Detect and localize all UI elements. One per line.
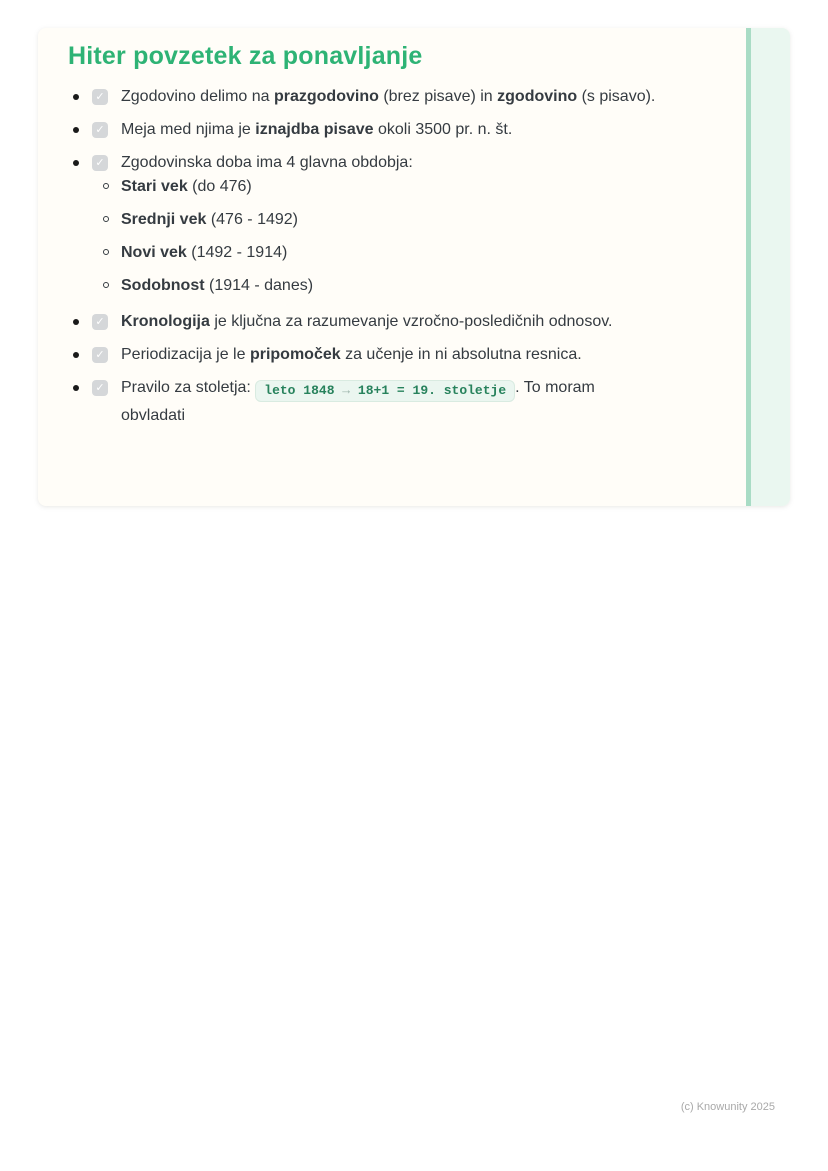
bullet-icon	[73, 352, 79, 358]
list-item	[95, 341, 663, 369]
summary-list	[95, 83, 700, 430]
inline-code: leto 1848 → 18+1 = 19. stoletje	[255, 380, 515, 402]
item-text: Pravilo za stoletja: leto 1848 → 18+1 = 19. stoletje . To moram obvladati	[121, 379, 595, 424]
item-text: Novi vek (1492 - 1914)	[121, 244, 288, 261]
checkbox-icon: ✓	[92, 347, 108, 363]
sub-list-item	[121, 206, 663, 234]
bullet-icon	[73, 160, 79, 166]
item-text: Stari vek (do 476)	[121, 178, 252, 195]
checkbox-icon: ✓	[92, 155, 108, 171]
sub-list-item	[121, 272, 663, 300]
circle-bullet-icon	[103, 249, 109, 255]
item-text: Srednji vek (476 - 1492)	[121, 211, 298, 228]
circle-bullet-icon	[103, 216, 109, 222]
sub-list-item	[121, 239, 663, 267]
list-item	[95, 374, 663, 430]
item-text: Zgodovinska doba ima 4 glavna obdobja:	[121, 154, 413, 171]
circle-bullet-icon	[103, 282, 109, 288]
bullet-icon	[73, 385, 79, 391]
list-item	[95, 308, 663, 336]
item-text: Periodizacija je le pripomoček za učenje in ni absolutna resnica.	[121, 346, 582, 363]
accent-strip	[746, 28, 790, 506]
summary-card	[38, 28, 790, 506]
item-text: Zgodovino delimo na prazgodovino (brez pisave) in zgodovino (s pisavo).	[121, 88, 656, 105]
page-title: Hiter povzetek za ponavljanje	[68, 42, 423, 70]
checkbox-icon: ✓	[92, 314, 108, 330]
bullet-icon	[73, 127, 79, 133]
bullet-icon	[73, 319, 79, 325]
sub-list-item	[121, 173, 663, 201]
list-item	[95, 83, 663, 111]
footer-copyright: (c) Knowunity 2025	[680, 1101, 775, 1113]
item-text: Meja med njima je iznajdba pisave okoli 3500 pr. n. št.	[121, 121, 513, 138]
circle-bullet-icon	[103, 183, 109, 189]
item-text: Sodobnost (1914 - danes)	[121, 277, 314, 294]
list-item	[95, 116, 663, 144]
bullet-icon	[73, 94, 79, 100]
item-text: Kronologija je ključna za razumevanje vzročno-posledičnih odnosov.	[121, 313, 613, 330]
checkbox-icon: ✓	[92, 122, 108, 138]
checkbox-icon: ✓	[92, 89, 108, 105]
checkbox-icon: ✓	[92, 380, 108, 396]
card-content	[38, 28, 790, 430]
arrow-glyph: →	[342, 383, 351, 398]
